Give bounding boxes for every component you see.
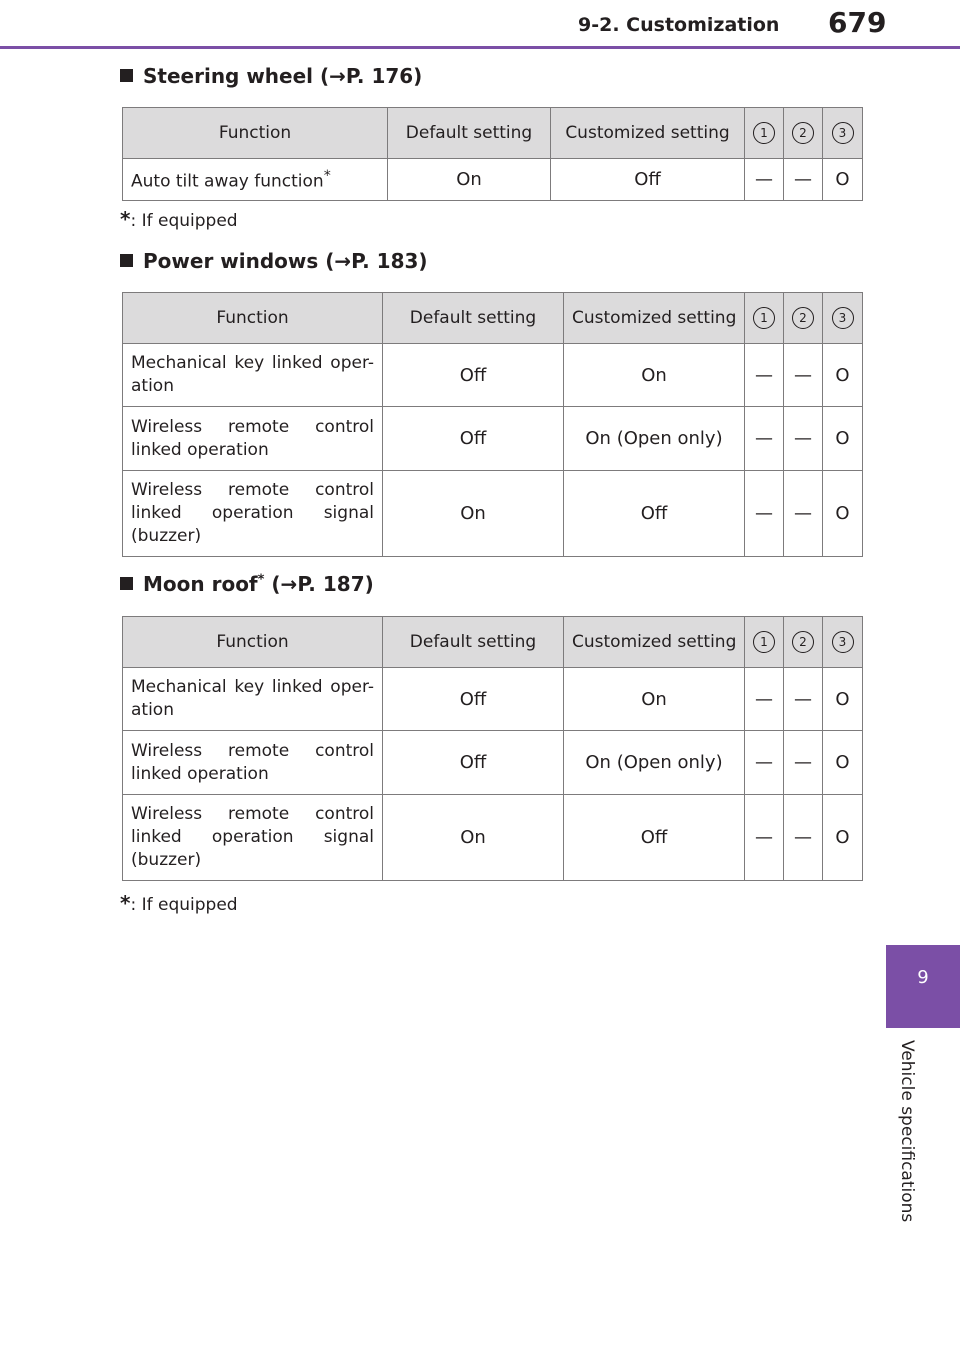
circled-number-2-icon: 2 xyxy=(792,631,814,653)
footnote-marker: * xyxy=(257,572,265,588)
method-3-cell: O xyxy=(823,731,863,795)
header-rule xyxy=(0,46,960,49)
default-cell: On xyxy=(383,795,564,881)
col-default: Default setting xyxy=(388,108,551,159)
customized-cell: On (Open only) xyxy=(564,407,745,471)
circled-number-2-icon: 2 xyxy=(792,122,814,144)
col-method-1 xyxy=(745,617,784,668)
col-method-2 xyxy=(784,108,823,159)
customized-cell: On xyxy=(564,668,745,731)
method-2-cell: — xyxy=(784,471,823,557)
default-cell: Off xyxy=(383,407,564,471)
customized-cell: On (Open only) xyxy=(564,731,745,795)
col-method-3 xyxy=(823,293,863,344)
table-row xyxy=(123,731,863,795)
table-row xyxy=(123,668,863,731)
chapter-tab xyxy=(886,945,960,1028)
bullet-square-icon xyxy=(120,69,133,82)
method-1-cell: — xyxy=(745,471,784,557)
default-cell: Off xyxy=(383,344,564,407)
table-header-row xyxy=(123,617,863,668)
bullet-square-icon xyxy=(120,254,133,267)
circled-number-2-icon: 2 xyxy=(792,307,814,329)
method-2-cell: — xyxy=(784,668,823,731)
table-row xyxy=(123,344,863,407)
col-customized: Customized setting xyxy=(551,108,745,159)
method-1-cell: — xyxy=(745,668,784,731)
function-cell: Wireless remote control linked operation signal (buzzer) xyxy=(123,795,383,881)
function-cell: Mechanical key linked oper-ation xyxy=(123,668,383,731)
footnote-steering: *: If equipped xyxy=(120,207,238,231)
heading-ref: (→P. 187) xyxy=(264,572,374,596)
power-windows-table xyxy=(122,292,863,557)
table-row xyxy=(123,471,863,557)
method-2-cell: — xyxy=(784,159,823,201)
customized-cell: Off xyxy=(564,795,745,881)
chapter-number: 9 xyxy=(917,967,929,988)
function-cell: Wireless remote control linked operation xyxy=(123,731,383,795)
col-method-2 xyxy=(784,617,823,668)
col-method-2 xyxy=(784,293,823,344)
page-number: 679 xyxy=(828,6,887,39)
method-1-cell: — xyxy=(745,795,784,881)
footnote-marker: * xyxy=(323,168,331,184)
heading-text: Moon roof xyxy=(143,572,258,596)
method-3-cell: O xyxy=(823,407,863,471)
steering-wheel-table xyxy=(122,107,863,201)
method-2-cell: — xyxy=(784,407,823,471)
footnote-moon-roof: *: If equipped xyxy=(120,891,238,915)
circled-number-1-icon: 1 xyxy=(753,122,775,144)
method-2-cell: — xyxy=(784,344,823,407)
method-1-cell: — xyxy=(745,159,784,201)
function-cell: Wireless remote control linked operation xyxy=(123,407,383,471)
method-1-cell: — xyxy=(745,407,784,471)
heading-text: Power windows (→P. 183) xyxy=(143,249,428,273)
section-title: 9-2. Customization xyxy=(578,14,780,36)
method-2-cell: — xyxy=(784,795,823,881)
default-cell: Off xyxy=(383,731,564,795)
method-3-cell: O xyxy=(823,668,863,731)
function-cell: Auto tilt away function* xyxy=(123,159,388,201)
moon-roof-table xyxy=(122,616,863,881)
table-row xyxy=(123,795,863,881)
method-1-cell: — xyxy=(745,731,784,795)
method-3-cell: O xyxy=(823,344,863,407)
heading-power-windows xyxy=(120,249,428,273)
chapter-label: Vehicle specifications xyxy=(897,1040,917,1223)
default-cell: Off xyxy=(383,668,564,731)
col-customized: Customized setting xyxy=(564,293,745,344)
circled-number-3-icon: 3 xyxy=(832,307,854,329)
method-3-cell: O xyxy=(823,471,863,557)
heading-text: Steering wheel (→P. 176) xyxy=(143,64,423,88)
customized-cell: On xyxy=(564,344,745,407)
bullet-square-icon xyxy=(120,577,133,590)
circled-number-1-icon: 1 xyxy=(753,307,775,329)
method-3-cell: O xyxy=(823,795,863,881)
col-method-1 xyxy=(745,108,784,159)
table-header-row xyxy=(123,293,863,344)
method-2-cell: — xyxy=(784,731,823,795)
col-default: Default setting xyxy=(383,293,564,344)
table-header-row xyxy=(123,108,863,159)
customized-cell: Off xyxy=(551,159,745,201)
col-method-3 xyxy=(823,108,863,159)
col-customized: Customized setting xyxy=(564,617,745,668)
function-cell: Wireless remote control linked operation signal (buzzer) xyxy=(123,471,383,557)
default-cell: On xyxy=(383,471,564,557)
col-method-1 xyxy=(745,293,784,344)
col-function: Function xyxy=(123,108,388,159)
circled-number-3-icon: 3 xyxy=(832,631,854,653)
circled-number-1-icon: 1 xyxy=(753,631,775,653)
col-function: Function xyxy=(123,293,383,344)
table-row xyxy=(123,407,863,471)
heading-steering-wheel xyxy=(120,64,422,88)
col-default: Default setting xyxy=(383,617,564,668)
heading-moon-roof xyxy=(120,572,374,596)
function-cell: Mechanical key linked oper-ation xyxy=(123,344,383,407)
table-row xyxy=(123,159,863,201)
customized-cell: Off xyxy=(564,471,745,557)
col-function: Function xyxy=(123,617,383,668)
method-1-cell: — xyxy=(745,344,784,407)
method-3-cell: O xyxy=(823,159,863,201)
default-cell: On xyxy=(388,159,551,201)
col-method-3 xyxy=(823,617,863,668)
circled-number-3-icon: 3 xyxy=(832,122,854,144)
